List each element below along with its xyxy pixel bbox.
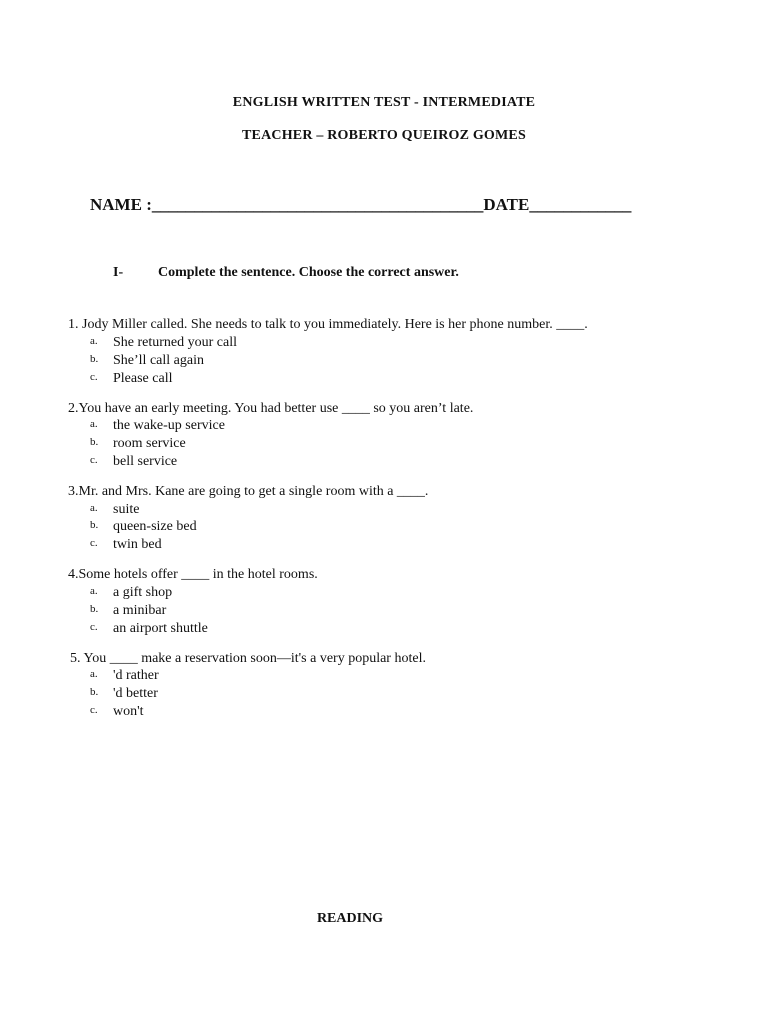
option-letter: b. xyxy=(90,519,99,531)
option-letter: a. xyxy=(90,668,98,680)
option-text: Please call xyxy=(113,371,173,386)
option-letter: c. xyxy=(90,454,98,466)
option-text: suite xyxy=(113,502,140,517)
question-1-prompt: 1. Jody Miller called. She needs to talk to you immediately. Here is her phone number. ____. xyxy=(68,317,588,332)
question-3-prompt: 3.Mr. and Mrs. Kane are going to get a single room with a ____. xyxy=(68,484,429,499)
reading-heading: READING xyxy=(316,911,384,926)
option-letter: c. xyxy=(90,537,98,549)
option-letter: c. xyxy=(90,371,98,383)
name-date-line: NAME :_______________________________________DATE____________ xyxy=(90,195,632,214)
option-text: twin bed xyxy=(113,537,162,552)
option-letter: a. xyxy=(90,502,98,514)
option-letter: c. xyxy=(90,704,98,716)
option-text: 'd better xyxy=(113,686,158,701)
option-text: a gift shop xyxy=(113,585,173,600)
section-instruction: Complete the sentence. Choose the correct answer. xyxy=(158,265,459,280)
option-text: She returned your call xyxy=(113,335,238,350)
option-letter: a. xyxy=(90,585,98,597)
option-text: room service xyxy=(113,436,186,451)
question-5-prompt: 5. You ____ make a reservation soon—it's a very popular hotel. xyxy=(70,651,426,666)
option-text: bell service xyxy=(113,454,178,469)
question-2-prompt: 2.You have an early meeting. You had better use ____ so you aren’t late. xyxy=(68,401,474,416)
option-letter: a. xyxy=(90,335,98,347)
option-letter: b. xyxy=(90,603,99,615)
teacher-name: TEACHER – ROBERTO QUEIROZ GOMES xyxy=(242,128,526,143)
option-text: won't xyxy=(113,704,144,719)
option-letter: c. xyxy=(90,621,98,633)
option-letter: a. xyxy=(90,418,98,430)
option-letter: b. xyxy=(90,353,99,365)
option-text: queen-size bed xyxy=(113,519,197,534)
option-text: 'd rather xyxy=(113,668,159,683)
option-letter: b. xyxy=(90,686,99,698)
test-title: ENGLISH WRITTEN TEST - INTERMEDIATE xyxy=(232,95,536,110)
option-text: She’ll call again xyxy=(113,353,204,368)
section-number: I- xyxy=(113,265,124,280)
option-text: the wake-up service xyxy=(113,418,225,433)
option-letter: b. xyxy=(90,436,99,448)
option-text: an airport shuttle xyxy=(113,621,208,636)
question-4-prompt: 4.Some hotels offer ____ in the hotel rooms. xyxy=(68,567,318,582)
option-text: a minibar xyxy=(113,603,167,618)
